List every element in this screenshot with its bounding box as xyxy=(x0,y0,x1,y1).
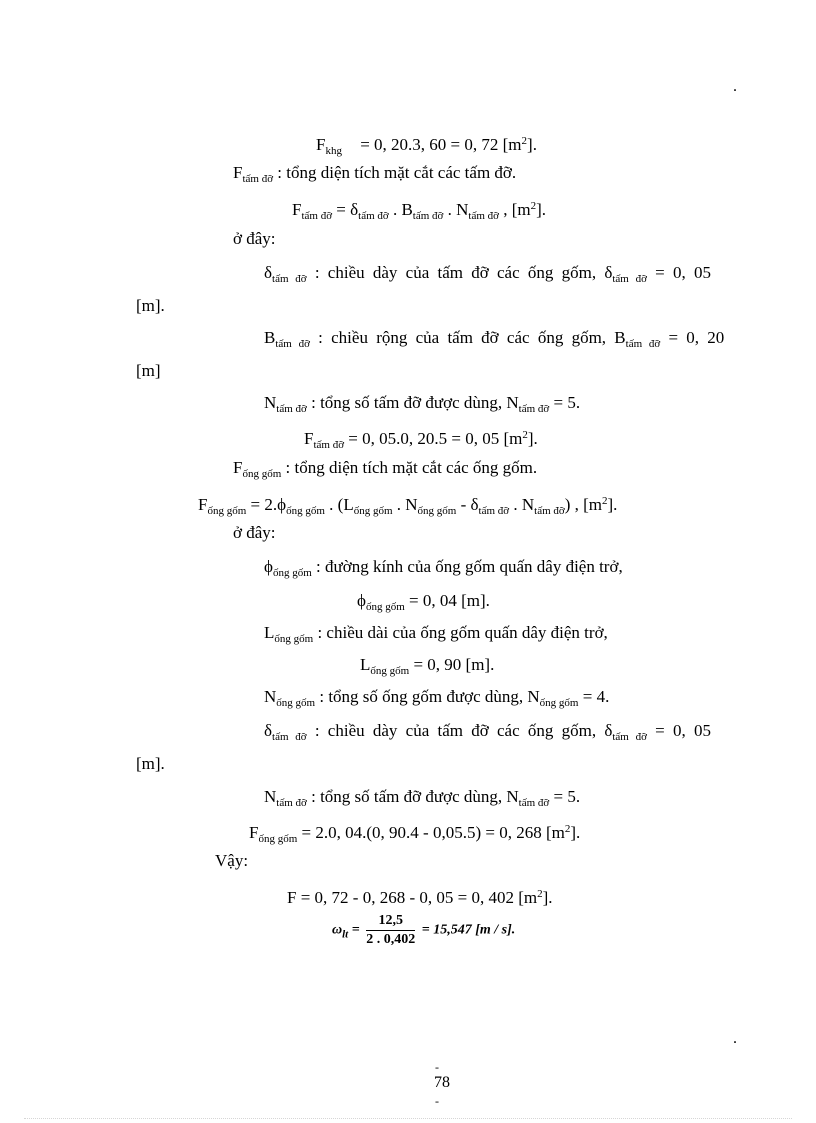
equation-f-ong-gom-value: $F_{ống gốm} = 2.0$, 04.(0, 90.4 - 0,05.5) = 0, 268 $[m^2]$. xyxy=(249,823,581,845)
unit-continuation: [m] xyxy=(136,361,161,380)
equation-f-khg: $F_{khg} = 0$, 20.3, 60 = 0, 72 $[m^2]$. xyxy=(316,135,537,157)
page-number: 78 xyxy=(434,1074,450,1091)
equation-phi-ong-gom-value: $\phi_{ống gốm} = 0$, 04 [m]. xyxy=(357,591,490,613)
footer-dash-bottom: - xyxy=(435,1094,439,1108)
definition-l-ong-gom: $L_{ống gốm}$ : chiều dài của ống gốm quấn dây điện trở, xyxy=(264,623,608,645)
equation-f-total: F = 0, 72 - 0, 268 - 0, 05 = 0, 402 $[m^2]$. xyxy=(287,888,553,907)
equation-l-ong-gom-value: $L_{ống gốm} = 0$, 90 [m]. xyxy=(360,655,495,677)
definition-f-ong-gom: $F_{ống gốm}$ : tổng diện tích mặt cắt các ống gốm. xyxy=(233,458,538,480)
equation-f-tam-do-formula: $F_{tấm đỡ} = \delta_{tấm đỡ}$ . $B_{tấm đỡ}$ . $N_{tấm đỡ}$ , $[m^2]$. xyxy=(292,200,547,222)
page-bottom-dot: . xyxy=(733,1030,737,1047)
equation-f-tam-do-value: $F_{tấm đỡ} = 0$, 05.0, 20.5 = 0, 05 $[m^2]$. xyxy=(304,429,538,451)
o-day-label: ở đây: xyxy=(233,523,276,542)
definition-delta-tam-do-2: $\delta_{tấm đỡ}$ : chiều dày của tấm đỡ các ống gốm, $\delta_{tấm đỡ} = 0$, 05 xyxy=(264,721,712,743)
unit-continuation: [m]. xyxy=(136,296,165,315)
definition-f-tam-do: $F_{tấm đỡ}$ : tổng diện tích mặt cắt các tấm đỡ. xyxy=(233,163,517,185)
o-day-label: ở đây: xyxy=(233,229,276,248)
footer-dash-top: - xyxy=(435,1060,439,1074)
page-bottom-rule xyxy=(24,1118,792,1119)
unit-continuation: [m]. xyxy=(136,754,165,773)
definition-delta-tam-do: $\delta_{tấm đỡ}$ : chiều dày của tấm đỡ các ống gốm, $\delta_{tấm đỡ} = 0$, 05 xyxy=(264,263,712,285)
fraction: $\frac{12,5}{2 . 0,402}$ xyxy=(366,913,416,947)
definition-n-tam-do-2: $N_{tấm đỡ}$ : tổng số tấm đỡ được dùng, $N_{tấm đỡ} = 5$. xyxy=(264,787,581,809)
definition-phi-ong-gom: $\phi_{ống gốm}$ : đường kính của ống gốm quấn dây điện trở, xyxy=(264,557,623,579)
equation-omega-lt: $\omega_{lt}$ = $\frac{12,5}{2 . 0,402}$ = 15,547 [m / s]. xyxy=(332,913,516,947)
definition-n-tam-do: $N_{tấm đỡ}$ : tổng số tấm đỡ được dùng, $N_{tấm đỡ} = 5$. xyxy=(264,393,581,415)
page-top-dot: . xyxy=(733,78,737,95)
vay-label: Vậy: xyxy=(215,851,249,870)
definition-n-ong-gom: $N_{ống gốm}$ : tổng số ống gốm được dùng, $N_{ống gốm} = 4$. xyxy=(264,687,610,709)
definition-b-tam-do: $B_{tấm đỡ}$ : chiều rộng của tấm đỡ các ống gốm, $B_{tấm đỡ} = 0$, 20 xyxy=(264,328,725,350)
equation-f-ong-gom-formula: $F_{ống gốm} = 2.\phi_{ống gốm}$ . ($L_{ống gốm}$ . $N_{ống gốm} - \delta_{tấm đỡ}$ . $N_{tấm đỡ}$) , $[m^2]$. xyxy=(198,495,618,517)
